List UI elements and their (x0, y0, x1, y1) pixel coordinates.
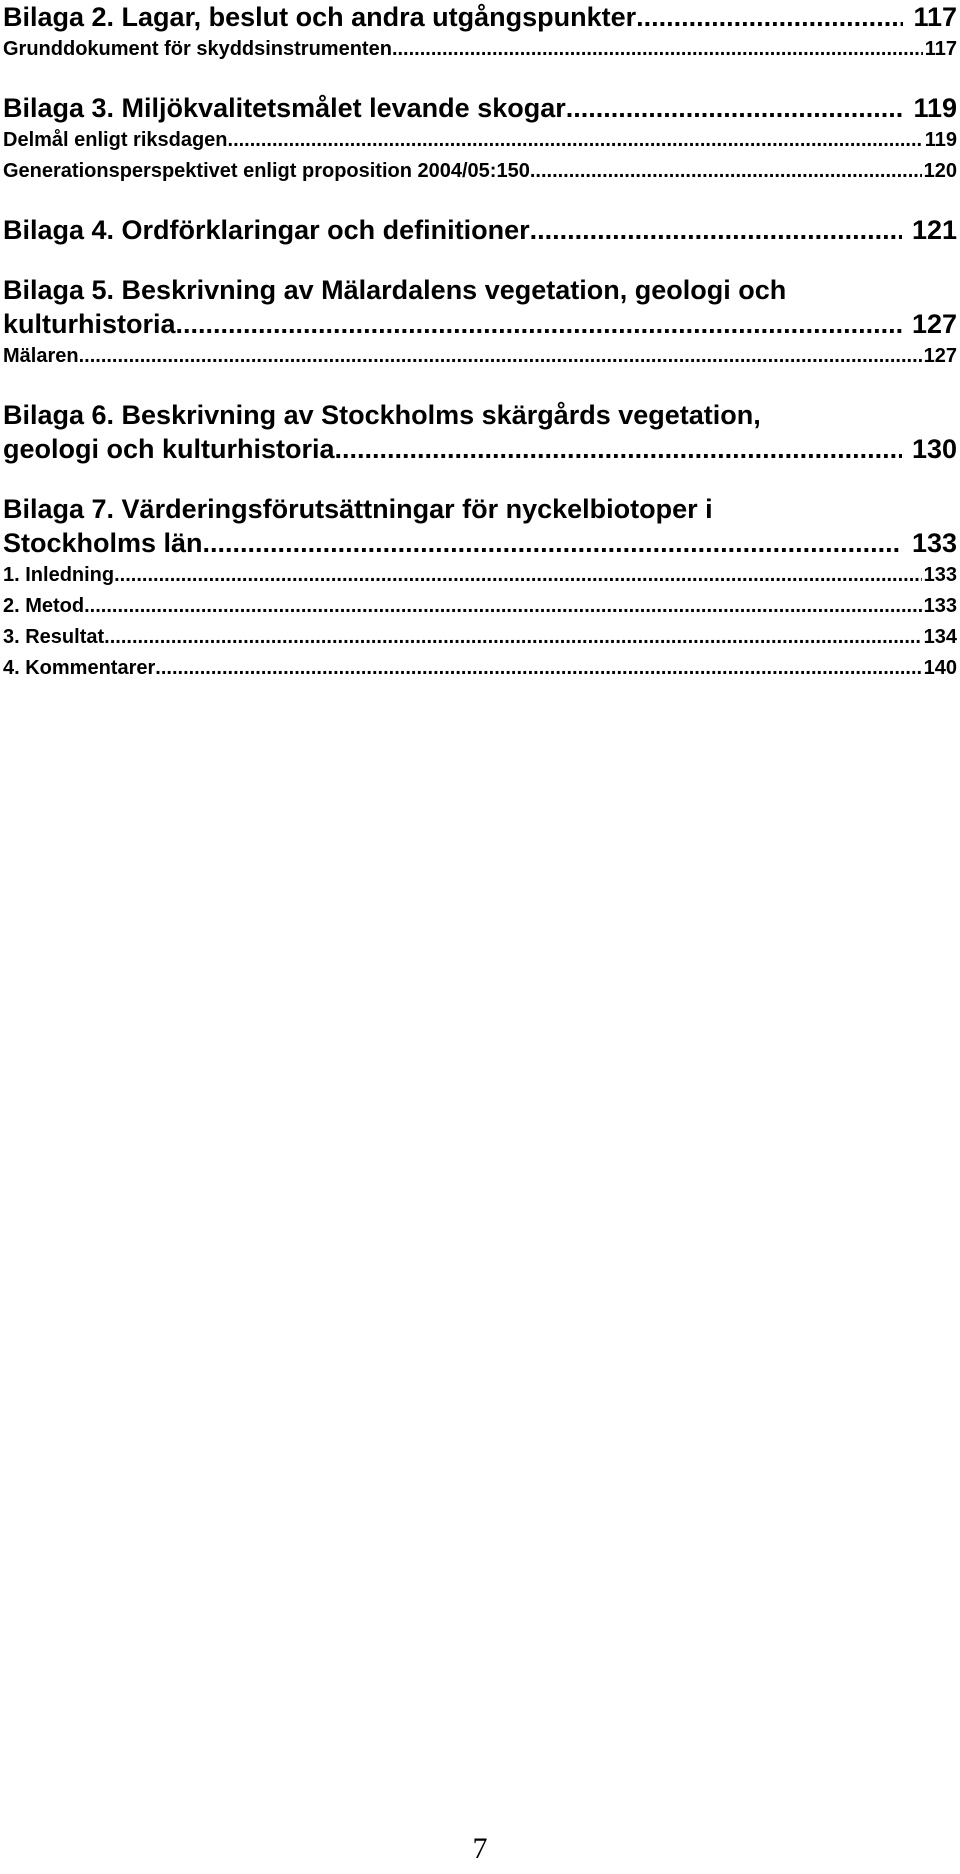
dot-leader (155, 653, 921, 684)
toc-entry-bilaga-4[interactable] (3, 213, 957, 247)
toc-entry-resultat[interactable] (3, 622, 957, 653)
toc-entry-title: Stockholms län (3, 528, 203, 558)
dot-leader (335, 432, 902, 466)
toc-entry-page: 119 (913, 93, 957, 123)
toc-entry-page: 130 (911, 434, 957, 464)
toc-entry-bilaga-6-line-1[interactable]: Bilaga 6. Beskrivning av Stockholms skärgårds vegetation, (3, 400, 761, 430)
toc-entry-page: 120 (923, 160, 957, 182)
dot-leader (114, 560, 922, 591)
toc-entry-page: 117 (913, 2, 957, 32)
toc-entry-title: kulturhistoria (3, 309, 176, 339)
toc-entry-inledning[interactable] (3, 560, 957, 591)
toc-entry-title: Delmål enligt riksdagen (3, 129, 228, 151)
toc-entry-title: Mälaren (3, 345, 79, 367)
toc-entry-title: Bilaga 2. Lagar, beslut och andra utgångspunkter (3, 2, 637, 32)
toc-entry-generationsperspektivet[interactable] (3, 156, 957, 187)
dot-leader (203, 526, 902, 560)
toc-entry-bilaga-7-line-1[interactable]: Bilaga 7. Värderingsförutsättningar för nyckelbiotoper i (3, 494, 713, 524)
dot-leader (530, 213, 902, 247)
toc-entry-delmal[interactable] (3, 125, 957, 156)
dot-leader (636, 0, 903, 34)
toc-entry-title: Grunddokument för skyddsinstrumenten (3, 38, 392, 60)
toc-entry-kommentarer[interactable] (3, 653, 957, 684)
toc-entry-title: 1. Inledning (3, 564, 115, 586)
toc-entry-page: 121 (911, 215, 957, 245)
toc-entry-title: Generationsperspektivet enligt proposition 2004/05:150 (3, 160, 530, 182)
toc-entry-grunddokument[interactable] (3, 34, 957, 65)
dot-leader (84, 591, 922, 622)
toc-entry-page: 133 (911, 528, 957, 558)
toc-entry-metod[interactable] (3, 591, 957, 622)
toc-entry-page: 140 (923, 657, 957, 679)
toc-entry-page: 127 (923, 345, 957, 367)
toc-entry-page: 133 (923, 595, 957, 617)
dot-leader (228, 125, 923, 156)
toc-entry-title: 2. Metod (3, 595, 85, 617)
toc-entry-page: 119 (924, 129, 957, 151)
toc-entry-page: 133 (923, 564, 957, 586)
dot-leader (176, 307, 902, 341)
dot-leader (104, 622, 921, 653)
toc-entry-bilaga-6[interactable] (3, 432, 957, 466)
toc-entry-bilaga-2[interactable] (3, 0, 957, 34)
dot-leader (392, 34, 923, 65)
toc-entry-title: 3. Resultat (3, 626, 105, 648)
toc-entry-page: 117 (924, 38, 957, 60)
toc-entry-title: geologi och kulturhistoria (3, 434, 335, 464)
toc-entry-title: Bilaga 4. Ordförklaringar och definitioner (3, 215, 530, 245)
toc-entry-bilaga-5-line-1[interactable]: Bilaga 5. Beskrivning av Mälardalens vegetation, geologi och (3, 275, 787, 305)
dot-leader (566, 91, 904, 125)
dot-leader (79, 341, 922, 372)
table-of-contents (3, 0, 957, 684)
toc-entry-page: 127 (911, 309, 957, 339)
toc-entry-title: 4. Kommentarer (3, 657, 156, 679)
toc-entry-page: 134 (923, 626, 957, 648)
toc-entry-bilaga-3[interactable] (3, 91, 957, 125)
toc-entry-malaren[interactable] (3, 341, 957, 372)
page-number: 7 (472, 1832, 488, 1865)
toc-entry-title: Bilaga 3. Miljökvalitetsmålet levande skogar (3, 93, 566, 123)
toc-entry-bilaga-5[interactable] (3, 307, 957, 341)
dot-leader (530, 156, 922, 187)
toc-entry-bilaga-7[interactable] (3, 526, 957, 560)
